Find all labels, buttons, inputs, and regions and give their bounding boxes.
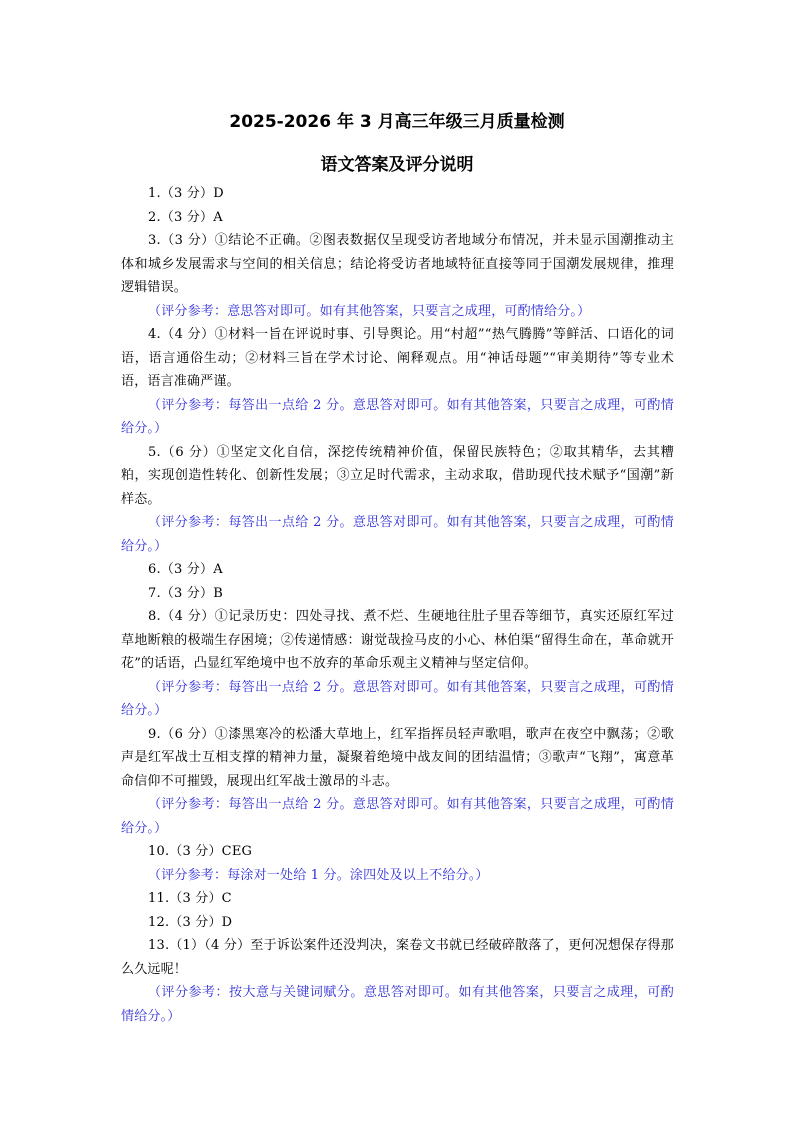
- scoring-note-q8: （评分参考：每答出一点给 2 分。意思答对即可。如有其他答案，只要言之成理，可酌情给分。）: [121, 679, 674, 718]
- answer-q11: 11.（3 分）C: [148, 891, 232, 906]
- scoring-note-q13: （评分参考：按大意与关键词赋分。意思答对即可。如有其他答案，只要言之成理，可酌情给分。）: [121, 985, 674, 1024]
- answer-q9: 9.（6 分）①漆黑寒冷的松潘大草地上，红军指挥员轻声歌唱，歌声在夜空中飘荡；②歌声是红军战士互相支撑的精神力量，凝聚着绝境中战友间的团结温情；③歌声“飞翔”，寓意革命信仰不可摧毁，展现出红军战士激昂的斗志。: [121, 726, 674, 789]
- answer-q8: 8.（4 分）①记录历史：四处寻找、煮不烂、生硬地往肚子里吞等细节，真实还原红军过草地断粮的极端生存困境；②传递情感：谢觉哉捡马皮的小心、林伯渠“留得生命在，革命就开花”的话语，凸显红军绝境中也不放弃的革命乐观主义精神与坚定信仰。: [121, 609, 674, 671]
- answer-q2: 2.（3 分）A: [148, 209, 223, 225]
- answer-q5: 5.（6 分）①坚定文化自信，深挖传统精神价值，保留民族特色；②取其精华，去其糟粕，实现创造性转化、创新性发展；③立足时代需求，主动求取，借助现代技术赋予“国潮”新样态。: [121, 444, 674, 507]
- scoring-note-q9: （评分参考：每答出一点给 2 分。意思答对即可。如有其他答案，只要言之成理，可酌情给分。）: [121, 797, 674, 836]
- answer-q10: 10.（3 分）CEG: [148, 844, 253, 859]
- document-subtitle: 语文答案及评分说明: [320, 155, 474, 175]
- answer-q12: 12.（3 分）D: [148, 914, 233, 930]
- answer-q4: 4.（4 分）①材料一旨在评说时事、引导舆论。用“村超”“热气腾腾”等鲜活、口语化的词语，语言通俗生动；②材料三旨在学术讨论、阐释观点。用“神话母题”“审美期待”等专业术语，语言准确严谨。: [121, 327, 674, 389]
- scoring-note-q3: （评分参考：意思答对即可。如有其他答案，只要言之成理，可酌情给分。）: [148, 303, 591, 319]
- answer-list: [121, 182, 674, 1028]
- answer-q13: 13.（1）（4 分）至于诉讼案件还没判决，案卷文书就已经破碎散落了，更何况想保存得那么久远呢！: [121, 938, 674, 977]
- scoring-note-q4: （评分参考：每答出一点给 2 分。意思答对即可。如有其他答案，只要言之成理，可酌情给分。）: [121, 397, 674, 436]
- scoring-note-q5: （评分参考：每答出一点给 2 分。意思答对即可。如有其他答案，只要言之成理，可酌情给分。）: [121, 515, 674, 554]
- answer-q3: 3.（3 分）①结论不正确。②图表数据仅呈现受访者地域分布情况，并未显示国潮推动主体和城乡发展需求与空间的相关信息；结论将受访者地域特征直接等同于国潮发展规律，推理逻辑错误。: [121, 233, 674, 295]
- answer-q7: 7.（3 分）B: [148, 585, 223, 601]
- exam-title: 2025-2026 年 3 月高三年级三月质量检测: [229, 112, 565, 132]
- scoring-note-q10: （评分参考：每涂对一处给 1 分。涂四处及以上不给分。）: [148, 867, 489, 883]
- answer-q1: 1.（3 分）D: [148, 186, 224, 201]
- answer-q6: 6.（3 分）A: [148, 562, 223, 577]
